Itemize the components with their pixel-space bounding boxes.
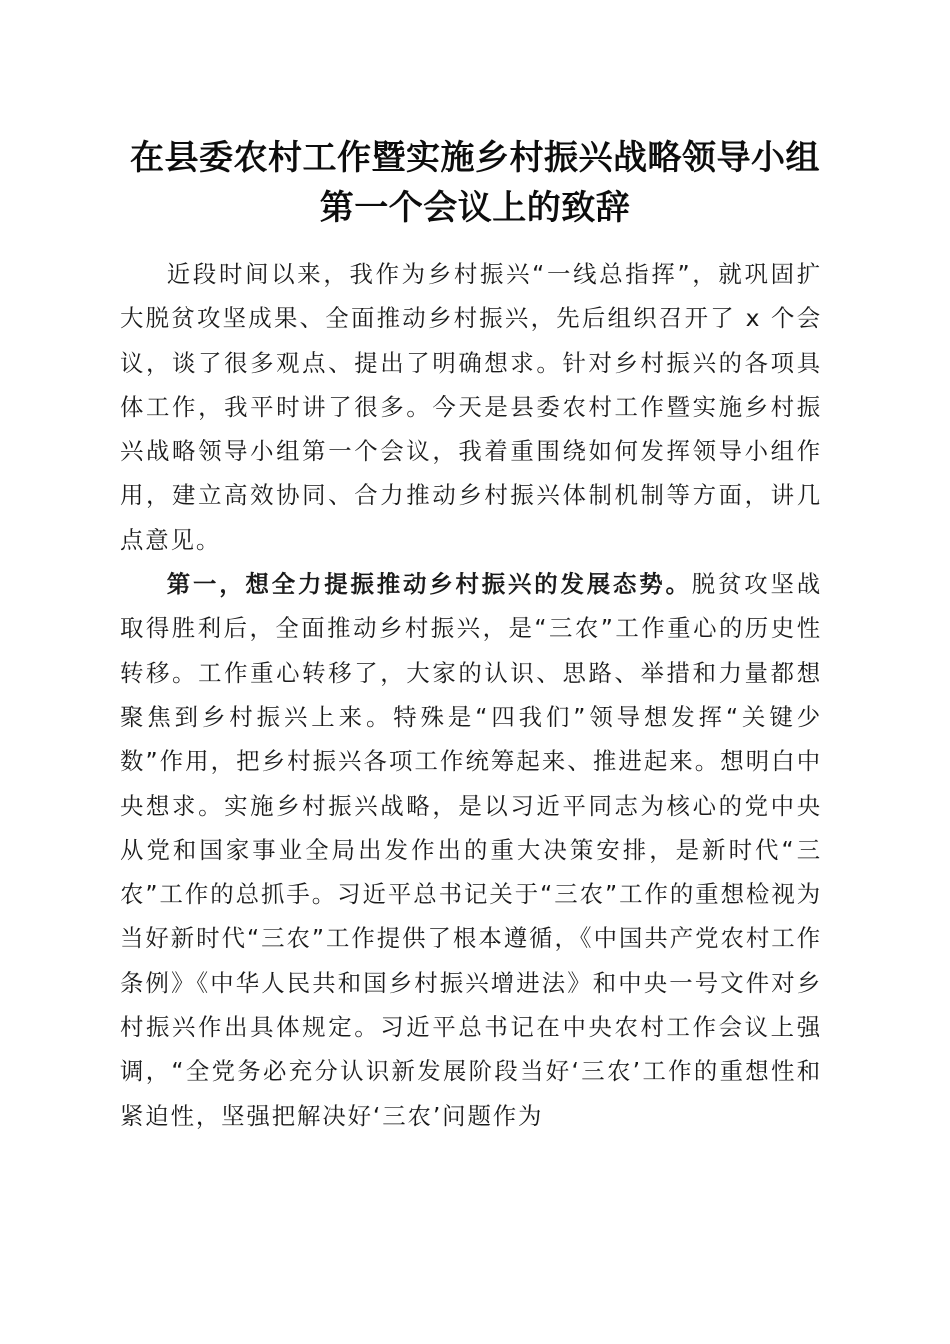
document-title	[100, 133, 850, 233]
paragraph-intro: 近段时间以来，我作为乡村振兴“一线总指挥”，就巩固扩大脱贫攻坚成果、全面推动乡村振兴，先后组织召开了 x 个会议，谈了很多观点、提出了明确想求。针对乡村振兴的各项具体工作，我平时讲了很多。今天是县委农村工作暨实施乡村振兴战略领导小组第一个会议，我着重围绕如何发挥领导小组作用，建立高效协同、合力推动乡村振兴体制机制等方面，讲几点意见。	[120, 260, 822, 554]
document-body	[120, 252, 822, 1138]
title-line-2: 第一个会议上的致辞	[319, 188, 631, 228]
title-line-1: 在县委农村工作暨实施乡村振兴战略领导小组	[130, 138, 820, 178]
first-point-body: 脱贫攻坚战取得胜利后，全面推动乡村振兴，是“三农”工作重心的历史性转移。工作重心转移了，大家的认识、思路、举措和力量都想聚焦到乡村振兴上来。特殊是“四我们”领导想发挥“关键少数”作用，把乡村振兴各项工作统筹起来、推进起来。想明白中央想求。实施乡村振兴战略，是以习近平同志为核心的党中央从党和国家事业全局出发作出的重大决策安排，是新时代“三农”工作的总抓手。习近平总书记关于“三农”工作的重想检视为当好新时代“三农”工作提供了根本遵循，《中国共产党农村工作条例》《中华人民共和国乡村振兴增进法》和中央一号文件对乡村振兴作出具体规定。习近平总书记在中央农村工作会议上强调，“全党务必充分认识新发展阶段当好‘三农’工作的重想性和紧迫性，坚强把解决好‘三农’问题作为	[120, 570, 823, 1130]
paragraph-first-point	[120, 562, 822, 1138]
first-point-heading: 第一，想全力提振推动乡村振兴的发展态势。	[166, 570, 692, 599]
